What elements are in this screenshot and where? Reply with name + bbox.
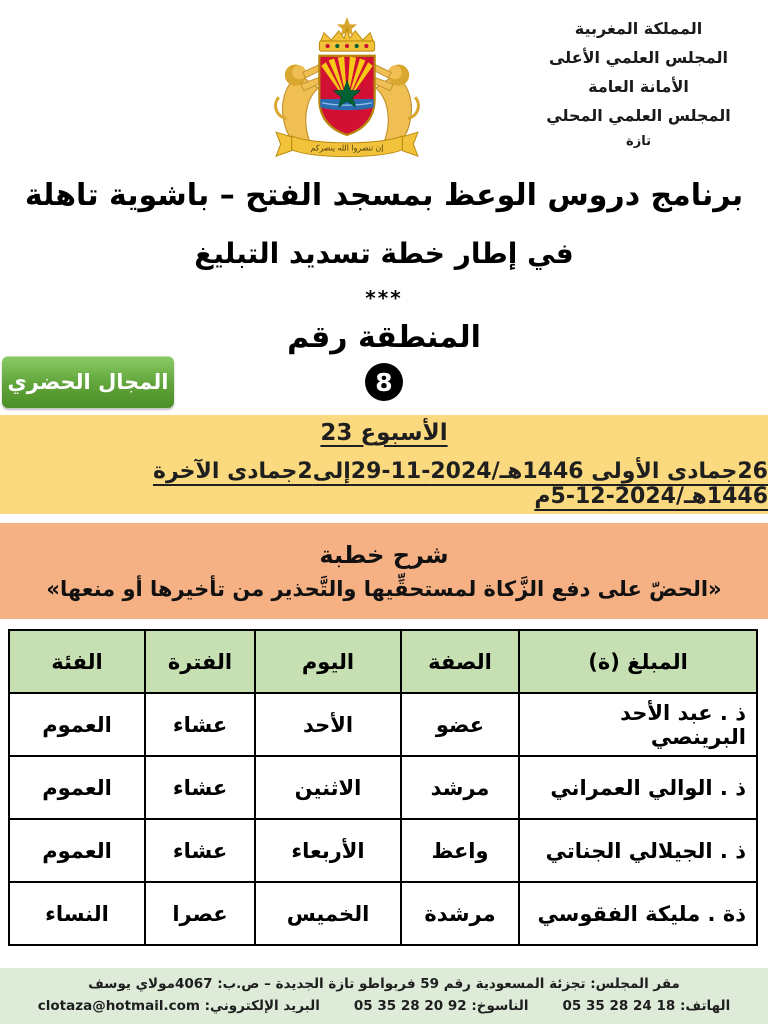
table-row (9, 819, 757, 882)
preacher-name: ذ . عبد الأحد البرينصي (519, 693, 757, 756)
preacher-role: عضو (401, 693, 519, 756)
document-footer (0, 968, 768, 1024)
lesson-period: عشاء (145, 819, 255, 882)
org-line-city: تازة (626, 134, 651, 149)
lion-right-icon (370, 63, 418, 142)
preacher-name: ذة . مليكة الفقوسي (519, 882, 757, 945)
lesson-audience: العموم (9, 756, 145, 819)
lesson-audience: العموم (9, 819, 145, 882)
org-line-secretariat: الأمانة العامة (588, 77, 689, 96)
lesson-audience: العموم (9, 693, 145, 756)
preacher-role: مرشدة (401, 882, 519, 945)
address-line: مقر المجلس: تجزئة المسعودية رقم 59 فربواطو تازة الجديدة – ص.ب: 4067مولاي يوسف (88, 976, 680, 992)
zone-label: المنطقة رقم (287, 320, 481, 355)
zone-number-badge (365, 363, 403, 401)
week-dates: 26جمادى الأولى 1446هـ/2024-11-29إلى2جمادى الآخرة 1446هـ/2024-12-5م (152, 459, 768, 509)
preacher-role: مرشد (401, 756, 519, 819)
lesson-day: الأحد (255, 693, 401, 756)
week-number: الأسبوع 23 (320, 420, 448, 446)
col-header-period: الفترة (145, 630, 255, 693)
org-line-supreme-council: المجلس العلمي الأعلى (548, 48, 729, 67)
col-header-role: الصفة (401, 630, 519, 693)
contact-row (0, 998, 768, 1014)
program-title: برنامج دروس الوعظ بمسجد الفتح – باشوية تاهلة (24, 178, 744, 213)
org-line-local-council: المجلس العلمي المحلي (546, 106, 731, 125)
org-header-text (521, 14, 756, 154)
lesson-day: الأربعاء (255, 819, 401, 882)
urban-area-badge: المجال الحضري (2, 356, 174, 408)
separator-stars: *** (365, 286, 403, 310)
sermon-banner (0, 523, 768, 619)
table-row (9, 882, 757, 945)
preacher-name: ذ . الوالي العمراني (519, 756, 757, 819)
lesson-period: عشاء (145, 693, 255, 756)
lesson-day: الخميس (255, 882, 401, 945)
schedule-table (8, 629, 758, 946)
fax-number: الناسوخ: 92 20 28 35 05 (353, 998, 529, 1014)
org-line-kingdom: المملكة المغربية (574, 19, 703, 38)
lesson-day: الاثنين (255, 756, 401, 819)
preacher-role: واعظ (401, 819, 519, 882)
lesson-period: عشاء (145, 756, 255, 819)
email-address: البريد الإلكتروني: clotaza@hotmail.com (37, 998, 320, 1014)
sermon-title: «الحضّ على دفع الزَّكاة لمستحقِّيها والتَّحذير من تأخيرها أو منعها» (46, 577, 722, 601)
col-header-preacher: المبلغ (ة) (519, 630, 757, 693)
program-subtitle: في إطار خطة تسديد التبليغ (194, 237, 574, 270)
table-row (9, 693, 757, 756)
phone-number: الهاتف: 18 24 28 35 05 (562, 998, 731, 1014)
lesson-period: عصرا (145, 882, 255, 945)
table-row (9, 756, 757, 819)
shield-icon (319, 56, 374, 135)
lion-left-icon (276, 63, 324, 142)
lesson-audience: النساء (9, 882, 145, 945)
document-header (0, 0, 768, 166)
sermon-type: شرح خطبة (319, 541, 449, 569)
week-banner (0, 415, 768, 514)
col-header-audience: الفئة (9, 630, 145, 693)
coat-of-arms-icon (241, 14, 453, 162)
zone-number: 8 (375, 367, 393, 397)
col-header-day: اليوم (255, 630, 401, 693)
coat-of-arms (241, 14, 453, 166)
preacher-name: ذ . الجيلالي الجناتي (519, 819, 757, 882)
table-header-row (9, 630, 757, 693)
emblem-motto: إن تنصروا الله ينصركم (310, 143, 384, 153)
